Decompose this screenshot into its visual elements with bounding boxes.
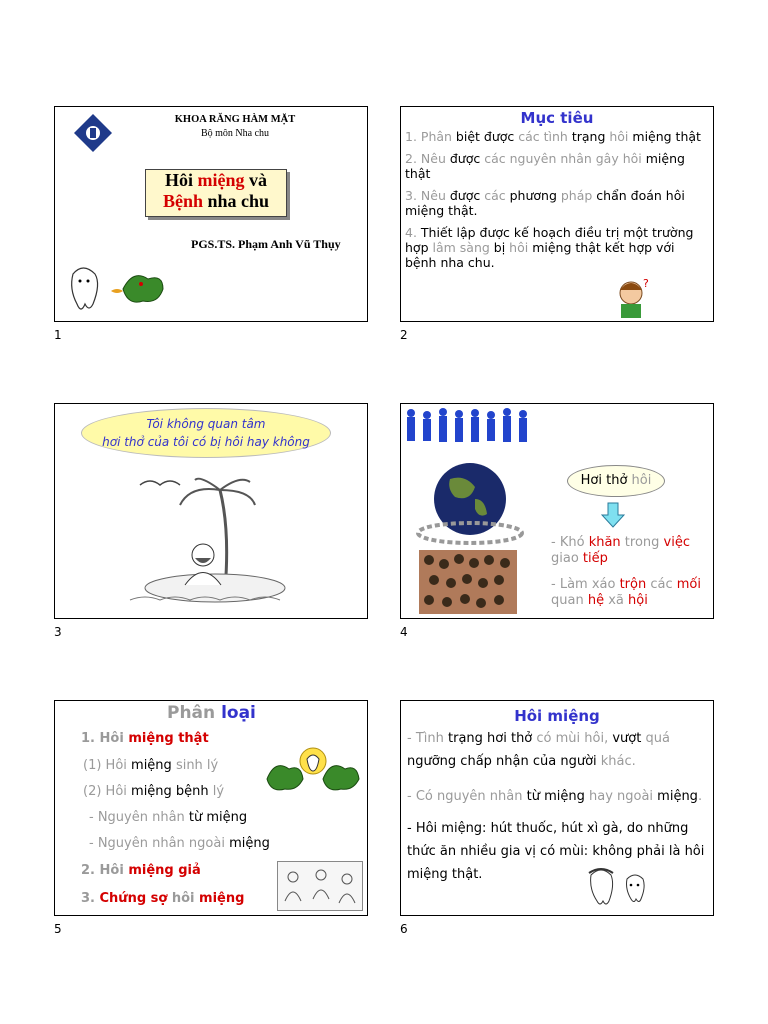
slide-3 xyxy=(54,403,368,619)
slide-number: 4 xyxy=(400,625,408,639)
cause-paragraph: - Có nguyên nhân từ miệng hay ngoài miệng. xyxy=(407,789,703,804)
list-item: 3. Chứng sợ hôi miệng xyxy=(81,891,245,906)
slide-heading: Mục tiêu xyxy=(520,109,594,127)
globe-icon xyxy=(415,459,525,549)
list-item: (1) Hôi miệng sinh lý xyxy=(83,758,219,773)
list-item: 2. Nêu được các nguyên nhân gây hôi miệng thật xyxy=(405,151,685,181)
clinic-sketch-icon xyxy=(277,861,363,911)
bad-breath-label: Hơi thở hôi xyxy=(567,465,665,497)
faculty-logo-icon xyxy=(73,113,113,153)
slide-number: 3 xyxy=(54,625,62,639)
crowd-photo-icon xyxy=(419,550,517,614)
objectives-list xyxy=(405,129,707,277)
slide-number: 2 xyxy=(400,328,408,342)
castaway-island-illustration-icon xyxy=(125,470,305,610)
slide-number: 6 xyxy=(400,922,408,936)
list-item: 3. Nêu được các phương pháp chẩn đoán hôi miệng thật. xyxy=(405,188,685,218)
list-item: - Nguyên nhân ngoài miệng xyxy=(89,836,270,851)
consequence-communication: - Khó khăn trong việc giao tiếp xyxy=(551,535,690,566)
arrow-down-icon xyxy=(601,502,625,528)
slide-1 xyxy=(54,106,368,322)
consequence-relationships: - Làm xáo trộn các mối quan hệ xã hội xyxy=(551,577,701,608)
tooth-characters-icon xyxy=(585,865,657,909)
slide-heading: Phân loại xyxy=(167,703,256,723)
slide-number: 1 xyxy=(54,328,62,342)
slide-2 xyxy=(400,106,714,322)
list-item: 4. Thiết lập được kế hoạch điều trị một trường hợp lâm sàng bị hôi miệng thật kết hợp với bệnh nha chu. xyxy=(405,225,694,270)
people-crowd-icon xyxy=(403,406,535,446)
list-item: (2) Hôi miệng bệnh lý xyxy=(83,784,225,799)
department-name: KHOA RĂNG HÀM MẶT xyxy=(174,114,296,125)
author-name: PGS.TS. Phạm Anh Vũ Thụy xyxy=(191,237,341,251)
list-item: 1. Hôi miệng thật xyxy=(81,731,209,746)
slide-5 xyxy=(54,700,368,916)
slide-4 xyxy=(400,403,714,619)
list-item: - Nguyên nhân từ miệng xyxy=(89,810,248,825)
slide-number: 5 xyxy=(54,922,62,936)
slide-title: Hôi miệng và Bệnh nha chu xyxy=(145,169,287,217)
list-item: 2. Hôi miệng giả xyxy=(81,863,201,878)
dragons-tooth-illustration-icon xyxy=(263,739,363,799)
slide-heading: Hôi miệng xyxy=(514,707,600,725)
division-name: Bộ môn Nha chu xyxy=(200,128,270,139)
tooth-dragon-illustration-icon xyxy=(63,259,173,317)
definition-paragraph: - Tình trạng hơi thở có mùi hôi, vượt quá ngưỡng chấp nhận của người khác. xyxy=(407,731,670,769)
thought-bubble: Tôi không quan tâm hơi thở của tôi có bị hôi hay không xyxy=(81,408,331,458)
slide-6 xyxy=(400,700,714,916)
list-item: 1. Phân biệt được các tình trạng hôi miệng thật xyxy=(405,129,701,144)
confused-boy-icon xyxy=(611,277,655,319)
example-paragraph: - Hôi miệng: hút thuốc, hút xì gà, do những thức ăn nhiều gia vị có mùi: không phải là hôi miệng thật. xyxy=(407,821,705,882)
svg-text:?: ? xyxy=(643,277,649,290)
